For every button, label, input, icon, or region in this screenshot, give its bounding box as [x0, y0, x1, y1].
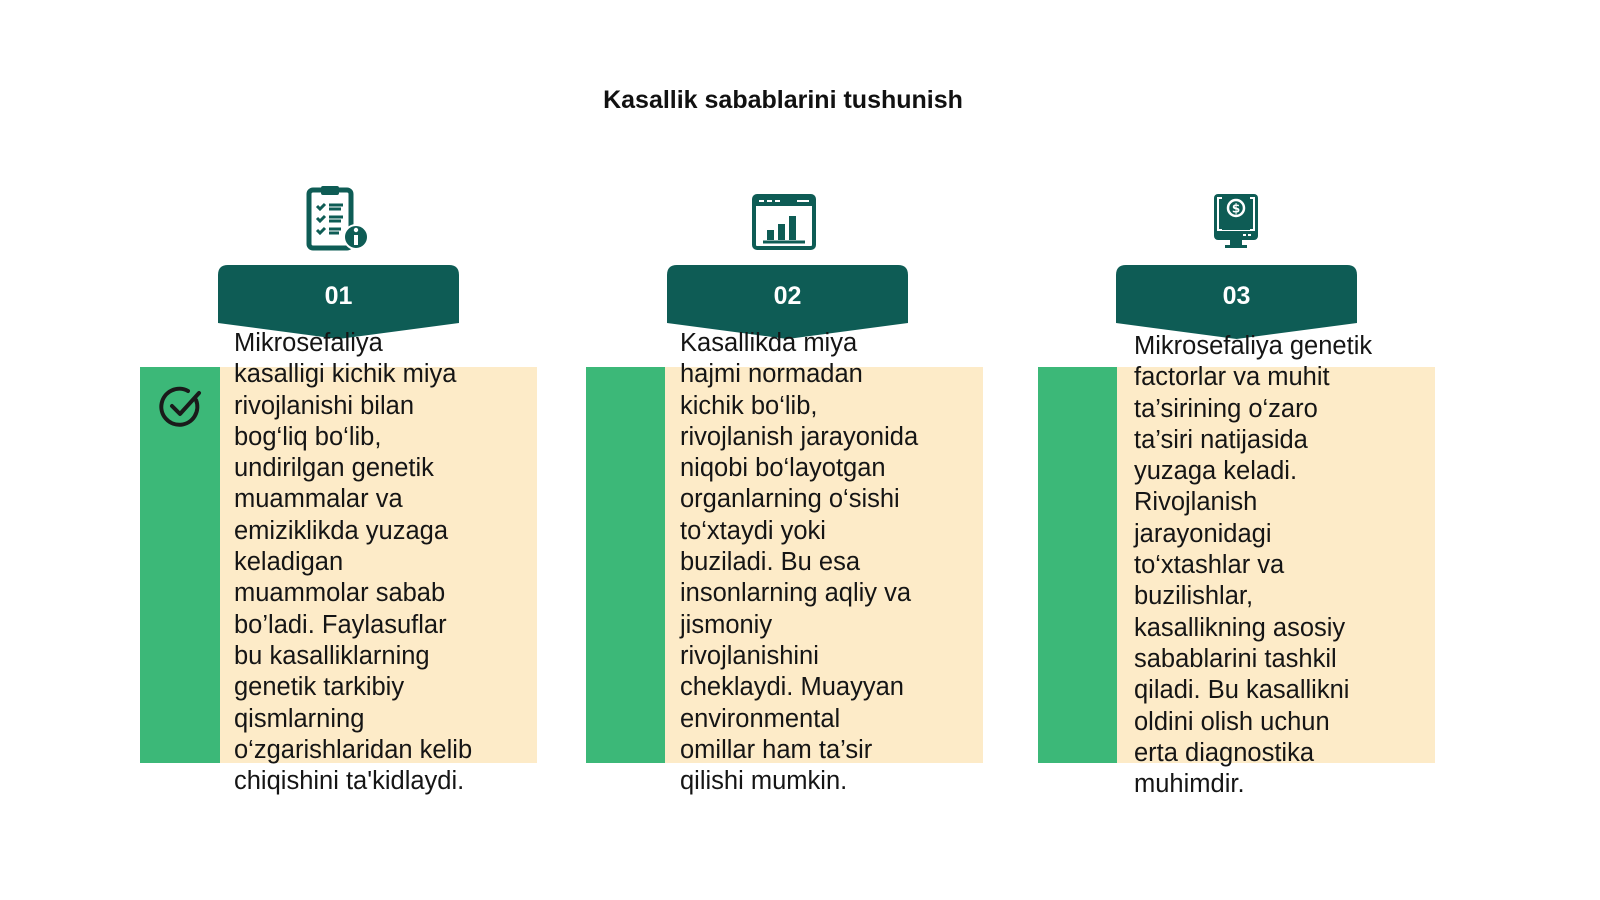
text-line: jismoniy — [680, 610, 773, 639]
card-text-03 — [1134, 331, 1372, 800]
text-line: cheklaydi. Muayyan — [680, 673, 904, 702]
text-line: muammolar sabab — [234, 579, 446, 608]
text-line: oldini olish uchun — [1134, 707, 1330, 736]
text-line: ta’siri natijasida — [1134, 425, 1308, 454]
text-line: Mikrosefaliya — [234, 329, 383, 357]
svg-text:$: $ — [1231, 201, 1241, 216]
bar-chart-window-icon — [749, 184, 819, 254]
text-line: sabablarini tashkil — [1134, 644, 1337, 673]
text-line: emiziklikda yuzaga — [234, 516, 449, 545]
text-line: Rivojlanish — [1134, 488, 1258, 517]
card-text-01 — [234, 328, 472, 797]
text-line: muhimdir. — [1134, 770, 1245, 799]
text-line: omillar ham ta’sir — [680, 735, 873, 764]
green-accent-bar — [1038, 367, 1117, 763]
text-line: to‘xtaydi yoki — [680, 516, 826, 545]
text-line: yuzaga keladi. — [1134, 457, 1298, 486]
card-text-02 — [680, 328, 918, 797]
text-line: buziladi. Bu esa — [680, 548, 861, 577]
text-line: Mikrosefaliya genetik — [1134, 332, 1373, 360]
text-line: qismlarning — [234, 704, 365, 733]
text-line: organlarning o‘sishi — [680, 485, 900, 514]
text-line: rivojlanishini — [680, 641, 819, 670]
text-line: o‘zgarishlaridan kelib — [234, 735, 473, 764]
text-line: qilishi mumkin. — [680, 767, 848, 796]
page-title: Kasallik sabablarini tushunish — [603, 86, 963, 114]
text-line: qiladi. Bu kasallikni — [1134, 676, 1350, 705]
text-line: bu kasalliklarning — [234, 641, 430, 670]
text-line: genetik tarkibiy — [234, 673, 405, 702]
text-line: to‘xtashlar va — [1134, 551, 1285, 580]
text-line: bog‘liq bo‘lib, — [234, 422, 382, 451]
monitor-dollar-icon — [1201, 184, 1271, 254]
text-line: hajmi normadan — [680, 360, 863, 389]
text-line: erta diagnostika — [1134, 738, 1315, 767]
text-line: chiqishini ta'kidlaydi. — [234, 767, 465, 796]
text-line: factorlar va muhit — [1134, 363, 1330, 392]
text-line: Kasallikda miya — [680, 329, 858, 357]
check-circle-icon — [158, 384, 204, 430]
step-badge-03 — [1116, 265, 1357, 339]
text-line: kasalligi kichik miya — [234, 360, 457, 389]
text-line: rivojlanish jarayonida — [680, 422, 919, 451]
text-line: jarayonidagi — [1134, 519, 1272, 548]
clipboard-checklist-info-icon — [303, 184, 373, 254]
step-number: 02 — [773, 282, 802, 310]
text-line: keladigan — [234, 548, 344, 577]
text-line: bo’ladi. Faylasuflar — [234, 610, 447, 639]
text-line: kichik bo‘lib, — [680, 391, 818, 420]
text-line: undirilgan genetik — [234, 454, 434, 483]
text-line: insonlarning aqliy va — [680, 579, 912, 608]
text-line: muammalar va — [234, 485, 403, 514]
text-line: kasallikning asosiy — [1134, 613, 1346, 642]
text-line: rivojlanishi bilan — [234, 391, 415, 420]
text-line: niqobi bo‘layotgan — [680, 454, 886, 483]
text-line: ta’sirining o‘zaro — [1134, 394, 1318, 423]
text-line: environmental — [680, 704, 841, 733]
green-accent-bar — [586, 367, 665, 763]
text-line: buzilishlar, — [1134, 582, 1254, 611]
step-number: 03 — [1222, 282, 1251, 310]
step-number: 01 — [324, 282, 353, 310]
